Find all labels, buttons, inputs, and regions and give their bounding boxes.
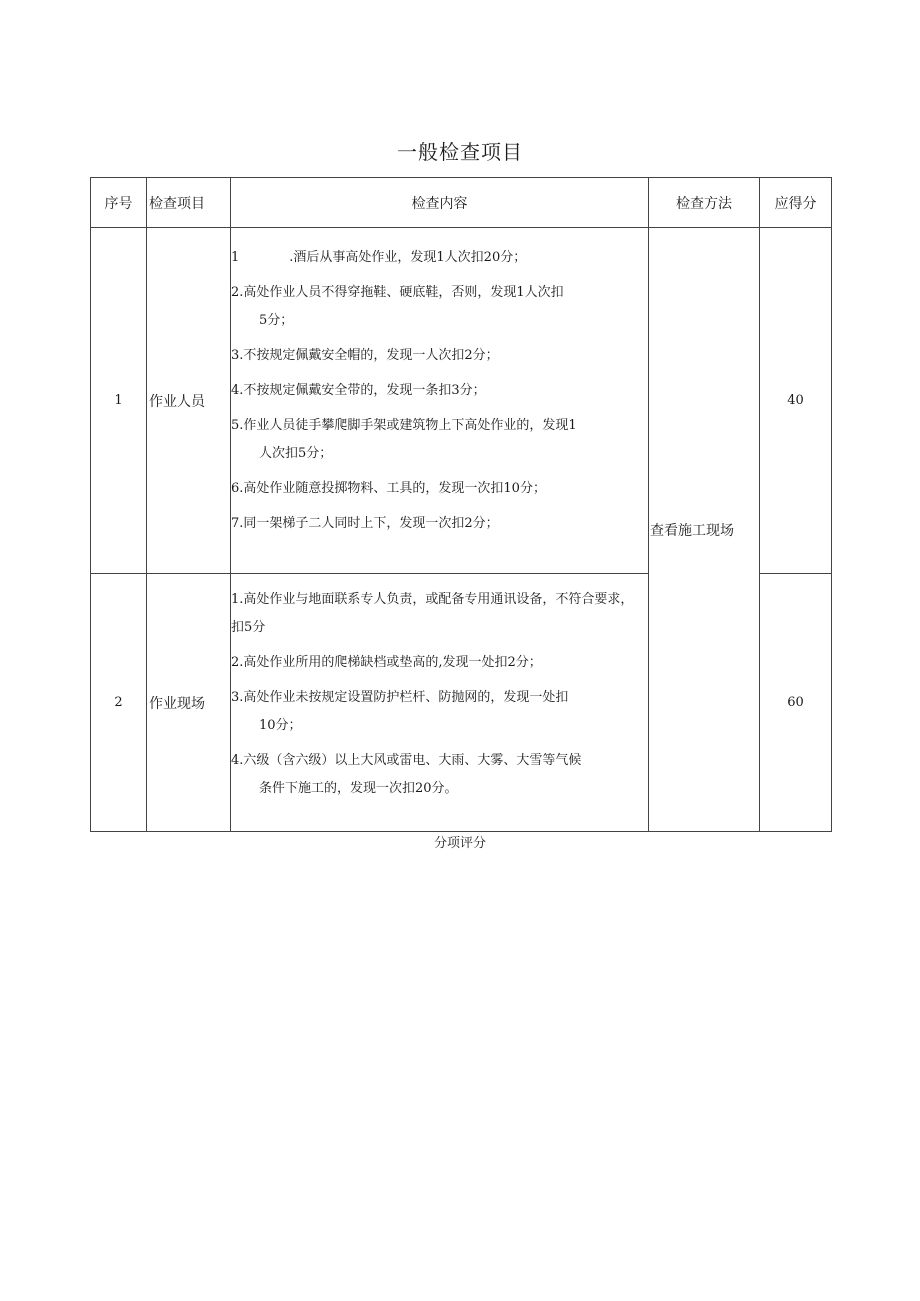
row-content bbox=[231, 574, 649, 832]
subtotal-label: 分项评分 bbox=[433, 836, 486, 851]
content-item-text: 高处作业人员不得穿拖鞋、硬底鞋，否则，发现1人次扣 bbox=[243, 285, 564, 300]
row-index: 1 bbox=[91, 228, 147, 574]
header-item: 检查项目 bbox=[147, 178, 231, 228]
content-item-text: 同一架梯子二人同时上下，发现一次扣2分； bbox=[243, 516, 499, 531]
row-method: 查看施工现场 bbox=[649, 228, 760, 832]
content-item-text: 不按规定佩戴安全带的，发现一条扣3分； bbox=[243, 383, 486, 398]
content-item-number: 2. bbox=[231, 285, 244, 300]
content-item bbox=[231, 244, 644, 272]
content-item-text: 高处作业所用的爬梯缺档或垫高的,发现一处扣2分； bbox=[243, 655, 542, 670]
content-item-text: 作业人员徒手攀爬脚手架或建筑物上下高处作业的，发现1 bbox=[243, 418, 577, 433]
row-content bbox=[231, 228, 649, 574]
content-item bbox=[231, 510, 644, 538]
content-item-continuation: 条件下施工的，发现一次扣20分。 bbox=[259, 781, 458, 796]
content-item-continuation: 10分； bbox=[259, 718, 302, 733]
row-score: 40 bbox=[760, 228, 832, 574]
content-item-continuation: 5分； bbox=[259, 313, 294, 328]
content-item-number: 6. bbox=[231, 481, 244, 496]
content-item bbox=[231, 586, 644, 642]
content-item bbox=[231, 279, 644, 335]
row-index: 2 bbox=[91, 574, 147, 832]
content-item-number: 3. bbox=[231, 690, 244, 705]
content-item-number: 2. bbox=[231, 655, 244, 670]
content-item bbox=[231, 747, 644, 803]
content-item bbox=[231, 475, 644, 503]
content-item-text: 高处作业与地面联系专人负责，或配备专用通讯设备，不符合要求，扣5分 bbox=[231, 592, 634, 635]
content-item-number: 4. bbox=[231, 383, 244, 398]
content-item-text: 不按规定佩戴安全帽的，发现一人次扣2分； bbox=[243, 348, 499, 363]
content-item bbox=[231, 684, 644, 740]
content-item bbox=[231, 377, 644, 405]
content-item-number: 3. bbox=[231, 348, 244, 363]
page-title: 一般检查项目 bbox=[397, 140, 523, 164]
header-method: 检查方法 bbox=[649, 178, 760, 228]
content-item-number: 7. bbox=[231, 516, 244, 531]
content-item bbox=[231, 342, 644, 370]
table-header-row bbox=[91, 178, 832, 228]
content-item-number: 1 bbox=[231, 250, 240, 265]
table-row bbox=[91, 228, 832, 574]
inspection-table bbox=[90, 177, 832, 832]
content-item bbox=[231, 412, 644, 468]
content-item-number: 4. bbox=[231, 753, 244, 768]
content-item-text: 高处作业随意投掷物料、工具的，发现一次扣10分； bbox=[243, 481, 546, 496]
header-content: 检查内容 bbox=[231, 178, 649, 228]
content-item-continuation: 人次扣5分； bbox=[259, 446, 333, 461]
header-score: 应得分 bbox=[760, 178, 832, 228]
row-item: 作业人员 bbox=[147, 228, 231, 574]
content-item-number: 1. bbox=[231, 592, 244, 607]
row-score: 60 bbox=[760, 574, 832, 832]
content-item bbox=[231, 649, 644, 677]
content-item-text: 高处作业未按规定设置防护栏杆、防抛网的，发现一处扣 bbox=[243, 690, 569, 705]
header-index: 序号 bbox=[91, 178, 147, 228]
content-item-text: .酒后从事高处作业，发现1人次扣20分； bbox=[289, 250, 527, 265]
row-item: 作业现场 bbox=[147, 574, 231, 832]
content-item-text: 六级（含六级）以上大风或雷电、大雨、大雾、大雪等气候 bbox=[243, 753, 582, 768]
content-item-number: 5. bbox=[231, 418, 244, 433]
